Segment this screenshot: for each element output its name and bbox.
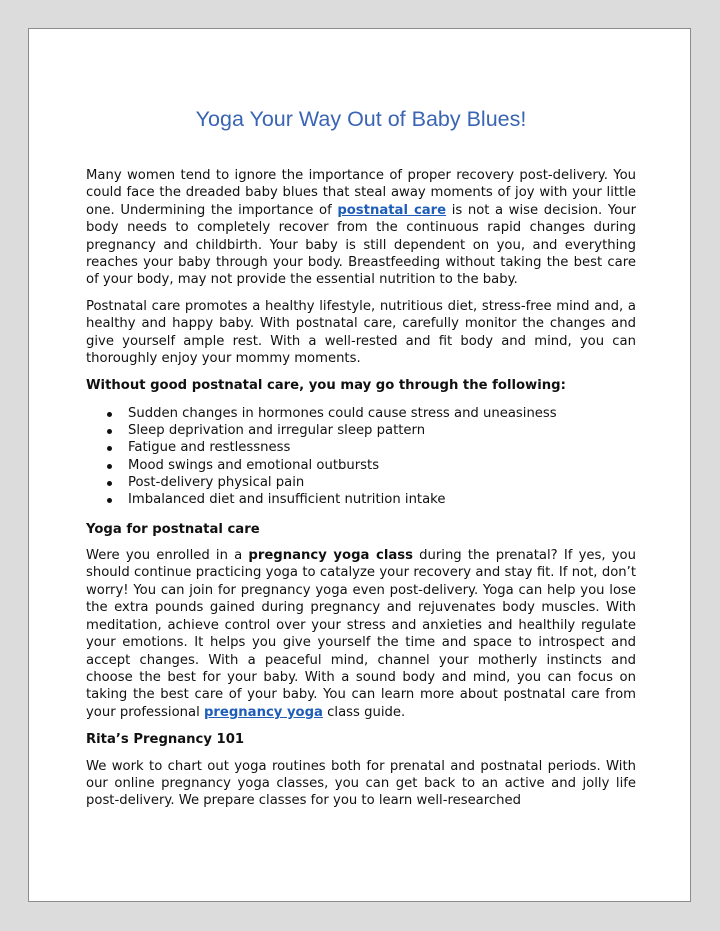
list-item xyxy=(128,422,636,439)
ritas-paragraph: We work to chart out yoga routines both for prenatal and postnatal periods. With our online pregnancy yoga classes, you can get back to an active and jolly life post-delivery. We prepare classes for you to learn well-researched xyxy=(86,758,636,809)
list-item xyxy=(128,405,636,422)
list-item-text: Mood swings and emotional outbursts xyxy=(128,457,380,473)
intro-paragraph xyxy=(86,167,636,289)
pregnancy-yoga-class-bold: pregnancy yoga class xyxy=(248,548,413,564)
postnatal-paragraph: Postnatal care promotes a healthy lifestyle, nutritious diet, stress-free mind and, a healthy and happy baby. With postnatal care, carefully monitor the changes and give yourself ample rest. With a well-rested and fit body and mind, you can thoroughly enjoy your mommy moments. xyxy=(86,298,636,367)
heading-without-care: Without good postnatal care, you may go through the following: xyxy=(86,378,566,394)
heading-yoga-postnatal: Yoga for postnatal care xyxy=(86,521,260,537)
list-item xyxy=(128,474,636,491)
pregnancy-yoga-link[interactable]: pregnancy yoga xyxy=(203,704,323,720)
intro-text-after: is not a wise decision. Your body needs to completely recover from the continuous rapid changes during pregnancy and childbirth. Your baby is still dependent on you, and everything reaches your baby through your body. Breastfeeding without taking the best care of your body, may not provide the essential nutrition to the baby. xyxy=(86,202,636,288)
postnatal-care-link[interactable]: postnatal care xyxy=(337,202,447,218)
bullet-icon xyxy=(107,429,112,434)
intro-text-before: Many women tend to ignore the importance of proper recovery post-delivery. You could face the dreaded baby blues that steal away moments of joy with your little one. Undermining the importance of xyxy=(86,168,636,218)
list-item xyxy=(128,457,636,474)
document-title: Yoga Your Way Out of Baby Blues! xyxy=(195,107,527,131)
list-item xyxy=(128,439,636,456)
symptom-list xyxy=(86,405,636,509)
heading-ritas-pregnancy: Rita’s Pregnancy 101 xyxy=(86,732,245,748)
bullet-icon xyxy=(107,412,112,417)
bullet-icon xyxy=(107,446,112,451)
document-page xyxy=(28,28,691,902)
list-item xyxy=(128,491,636,508)
yoga-text-after: class guide. xyxy=(322,704,406,720)
document-content xyxy=(86,29,636,810)
yoga-paragraph xyxy=(86,547,636,721)
list-item-text: Sleep deprivation and irregular sleep pattern xyxy=(128,423,426,439)
list-item-text: Post-delivery physical pain xyxy=(128,475,305,491)
bullet-icon xyxy=(107,464,112,469)
yoga-text-before: Were you enrolled in a xyxy=(86,548,249,564)
list-item-text: Sudden changes in hormones could cause stress and uneasiness xyxy=(128,405,557,421)
bullet-icon xyxy=(107,498,112,503)
list-item-text: Imbalanced diet and insufficient nutrition intake xyxy=(128,492,446,508)
list-item-text: Fatigue and restlessness xyxy=(128,440,291,456)
bullet-icon xyxy=(107,481,112,486)
yoga-text-middle: during the prenatal? If yes, you should continue practicing yoga to catalyze your recovery and stay fit. If not, don’t worry! You can join for pregnancy yoga even post-delivery. Yoga can help you lose the extra pounds gained during pregnancy and rejuvenates body muscles. With meditation, achieve control over your stress and anxieties and healthily regulate your emotions. It helps you give yourself the time and space to introspect and accept changes. With a peaceful mind, channel your motherly instincts and choose the best for your baby. With a sound body and mind, you can focus on taking the best care of your baby. You can learn more about postnatal care from your professional xyxy=(86,548,636,720)
